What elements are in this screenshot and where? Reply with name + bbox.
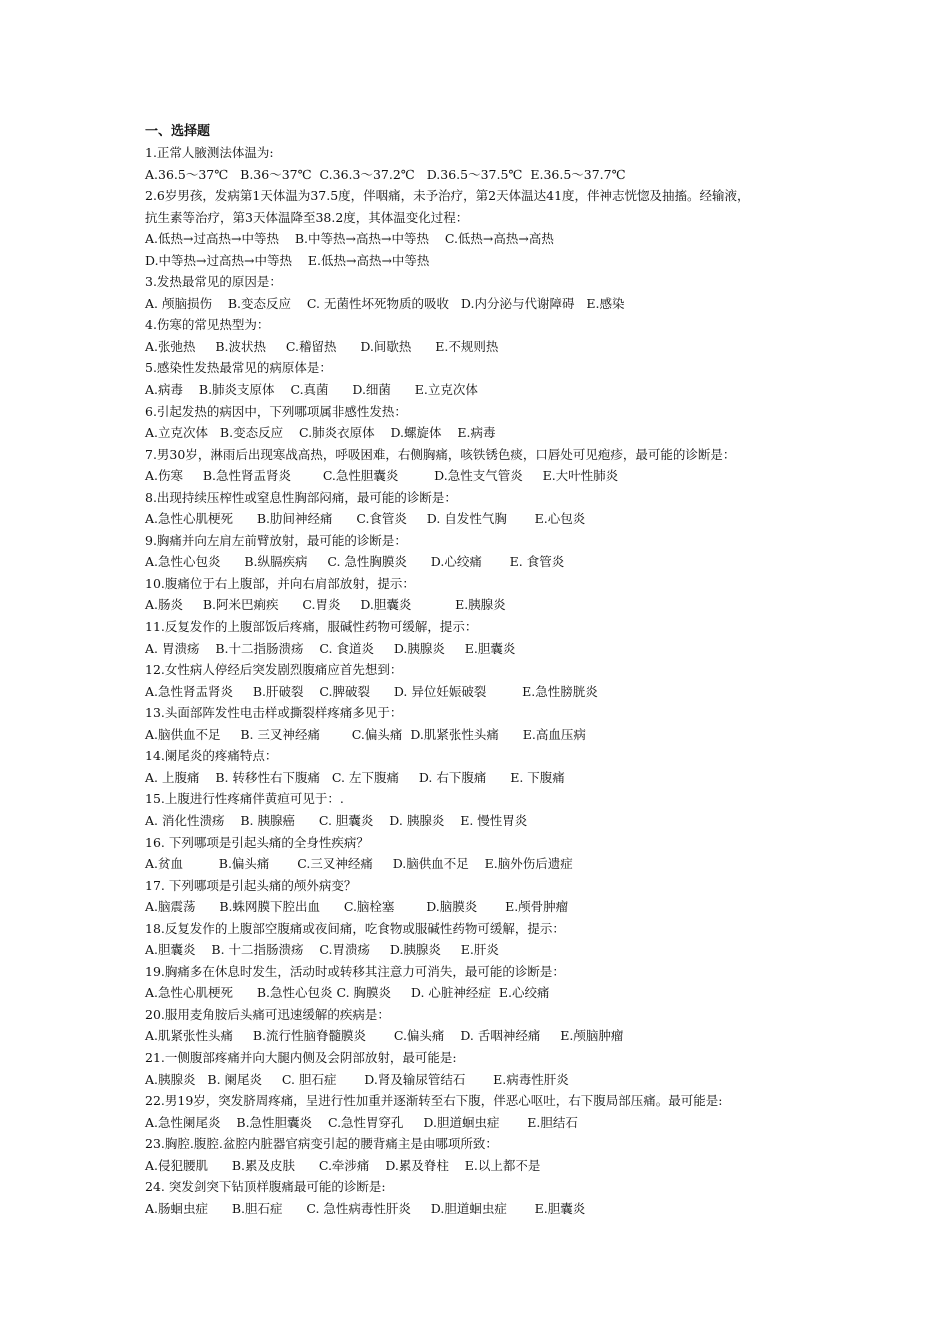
text-line: 1.正常人腋测法体温为:	[145, 145, 274, 160]
text-line: A.立克次体 B.变态反应 C.肺炎衣原体 D.螺旋体 E.病毒	[145, 425, 496, 441]
text-line: A.肌紧张性头痛 B.流行性脑脊髓膜炎 C.偏头痛 D. 舌咽神经痛 E.颅脑肿瘤	[145, 1028, 624, 1044]
text-line: 23.胸腔.腹腔.盆腔内脏器官病变引起的腰背痛主是由哪项所致：	[145, 1136, 498, 1152]
text-line: 18.反复发作的上腹部空腹痛或夜间痛，吃食物或服碱性药物可缓解，提示：	[145, 920, 565, 936]
text-line: 10.腹痛位于右上腹部，并向右肩部放射，提示：	[145, 575, 415, 591]
text-line: A.伤寒 B.急性肾盂肾炎 C.急性胆囊炎 D.急性支气管炎 E.大叶性肺炎	[145, 468, 619, 484]
text-line: 24. 突发剑突下钻顶样腹痛最可能的诊断是:	[145, 1179, 386, 1195]
text-line: 4.伤寒的常见热型为：	[145, 317, 270, 333]
text-line: A.病毒 B.肺炎支原体 C.真菌 D.细菌 E.立克次体	[145, 382, 478, 398]
text-line: 22.男19岁，突发脐周疼痛，呈进行性加重并逐渐转至右下腹，伴恶心呕吐，右下腹局部压痛。最可能是:	[145, 1093, 723, 1109]
text-line: 13.头面部阵发性电击样或撕裂样疼痛多见于：	[145, 705, 403, 721]
text-line: A.急性心肌梗死 B.急性心包炎 C. 胸膜炎 D. 心脏神经症 E.心绞痛	[145, 985, 550, 1001]
text-line: 抗生素等治疗，第3天体温降至38.2度，其体温变化过程：	[145, 209, 469, 225]
text-line: 20.服用麦角胺后头痛可迅速缓解的疾病是：	[145, 1006, 390, 1022]
text-line: 9.胸痛并向左肩左前臂放射，最可能的诊断是：	[145, 532, 407, 548]
text-line: 14.阑尾炎的疼痛特点：	[145, 748, 278, 764]
text-line: 12.女性病人停经后突发剧烈腹痛应首先想到：	[145, 662, 403, 678]
text-line: 3.发热最常见的原因是：	[145, 274, 282, 290]
text-line: A.36.5～37℃ B.36～37℃ C.36.3～37.2℃ D.36.5～37.5℃ E.36.5～37.7℃	[145, 166, 626, 182]
text-line: D.中等热→过高热→中等热 E.低热→高热→中等热	[145, 252, 430, 268]
text-line: 8.出现持续压榨性或窒息性胸部闷痛，最可能的诊断是：	[145, 489, 457, 505]
text-line: 15.上腹进行性疼痛伴黄疸可见于：.	[145, 791, 344, 807]
document-body	[145, 121, 935, 1219]
text-line: 2.6岁男孩，发病第1天体温为37.5度，伴咽痛，未予治疗，第2天体温达41度，伴神志恍惚及抽搐。经输液，	[145, 188, 750, 204]
text-line: A.肠蛔虫症 B.胆石症 C. 急性病毒性肝炎 D.胆道蛔虫症 E.胆囊炎	[145, 1200, 586, 1216]
text-line: 17. 下列哪项是引起头痛的颅外病变？	[145, 877, 357, 893]
text-line: A. 胃溃疡 B.十二指肠溃疡 C. 食道炎 D.胰腺炎 E.胆囊炎	[145, 640, 516, 656]
text-line: 6.引起发热的病因中，下列哪项属非感性发热：	[145, 403, 407, 419]
text-line: 16. 下列哪项是引起头痛的全身性疾病？	[145, 834, 369, 850]
text-line: A.脑震荡 B.蛛网膜下腔出血 C.脑栓塞 D.脑膜炎 E.颅骨肿瘤	[145, 899, 569, 915]
text-line: A.急性心包炎 B.纵膈疾病 C. 急性胸膜炎 D.心绞痛 E. 食管炎	[145, 554, 565, 570]
text-line: A.急性心肌梗死 B.肋间神经痛 C.食管炎 D. 自发性气胸 E.心包炎	[145, 511, 586, 527]
text-line: A.胰腺炎 B. 阑尾炎 C. 胆石症 D.肾及输尿管结石 E.病毒性肝炎	[145, 1071, 569, 1087]
text-line: 7.男30岁，淋雨后出现寒战高热，呼吸困难，右侧胸痛，咳铁锈色痰，口唇处可见疱疹，最可能的诊断是：	[145, 446, 736, 462]
text-line: A.胆囊炎 B. 十二指肠溃疡 C.胃溃疡 D.胰腺炎 E.肝炎	[145, 942, 499, 958]
text-line: A.低热→过高热→中等热 B.中等热→高热→中等热 C.低热→高热→高热	[145, 231, 554, 247]
text-line: 21.一侧腹部疼痛并向大腿内侧及会阴部放射，最可能是:	[145, 1049, 457, 1065]
text-line: A. 上腹痛 B. 转移性右下腹痛 C. 左下腹痛 D. 右下腹痛 E. 下腹痛	[145, 769, 565, 785]
text-line: A. 消化性溃疡 B. 胰腺癌 C. 胆囊炎 D. 胰腺炎 E. 慢性胃炎	[145, 812, 528, 828]
text-line: A.张弛热 B.波状热 C.稽留热 D.间歇热 E.不规则热	[145, 338, 499, 354]
text-line: A.急性阑尾炎 B.急性胆囊炎 C.急性胃穿孔 D.胆道蛔虫症 E.胆结石	[145, 1114, 578, 1130]
text-line: 5.感染性发热最常见的病原体是：	[145, 360, 332, 376]
text-line: A.贫血 B.偏头痛 C.三叉神经痛 D.脑供血不足 E.脑外伤后遗症	[145, 856, 573, 872]
text-line: A. 颅脑损伤 B.变态反应 C. 无菌性坏死物质的吸收 D.内分泌与代谢障碍 E.感染	[145, 295, 625, 311]
text-line: 19.胸痛多在休息时发生，活动时或转移其注意力可消失，最可能的诊断是：	[145, 963, 565, 979]
text-line: A.急性肾盂肾炎 B.肝破裂 C.脾破裂 D. 异位妊娠破裂 E.急性膀胱炎	[145, 683, 598, 699]
text-line: A.侵犯腰肌 B.累及皮肤 C.牵涉痛 D.累及脊柱 E.以上都不是	[145, 1157, 541, 1173]
text-line: A.脑供血不足 B. 三叉神经痛 C.偏头痛 D.肌紧张性头痛 E.高血压病	[145, 726, 586, 742]
section-heading: 一、选择题	[145, 124, 211, 139]
text-line: A.肠炎 B.阿米巴痢疾 C.胃炎 D.胆囊炎 E.胰腺炎	[145, 597, 506, 613]
question-list	[145, 142, 935, 1219]
text-line: 11.反复发作的上腹部饭后疼痛，服碱性药物可缓解，提示：	[145, 619, 478, 635]
